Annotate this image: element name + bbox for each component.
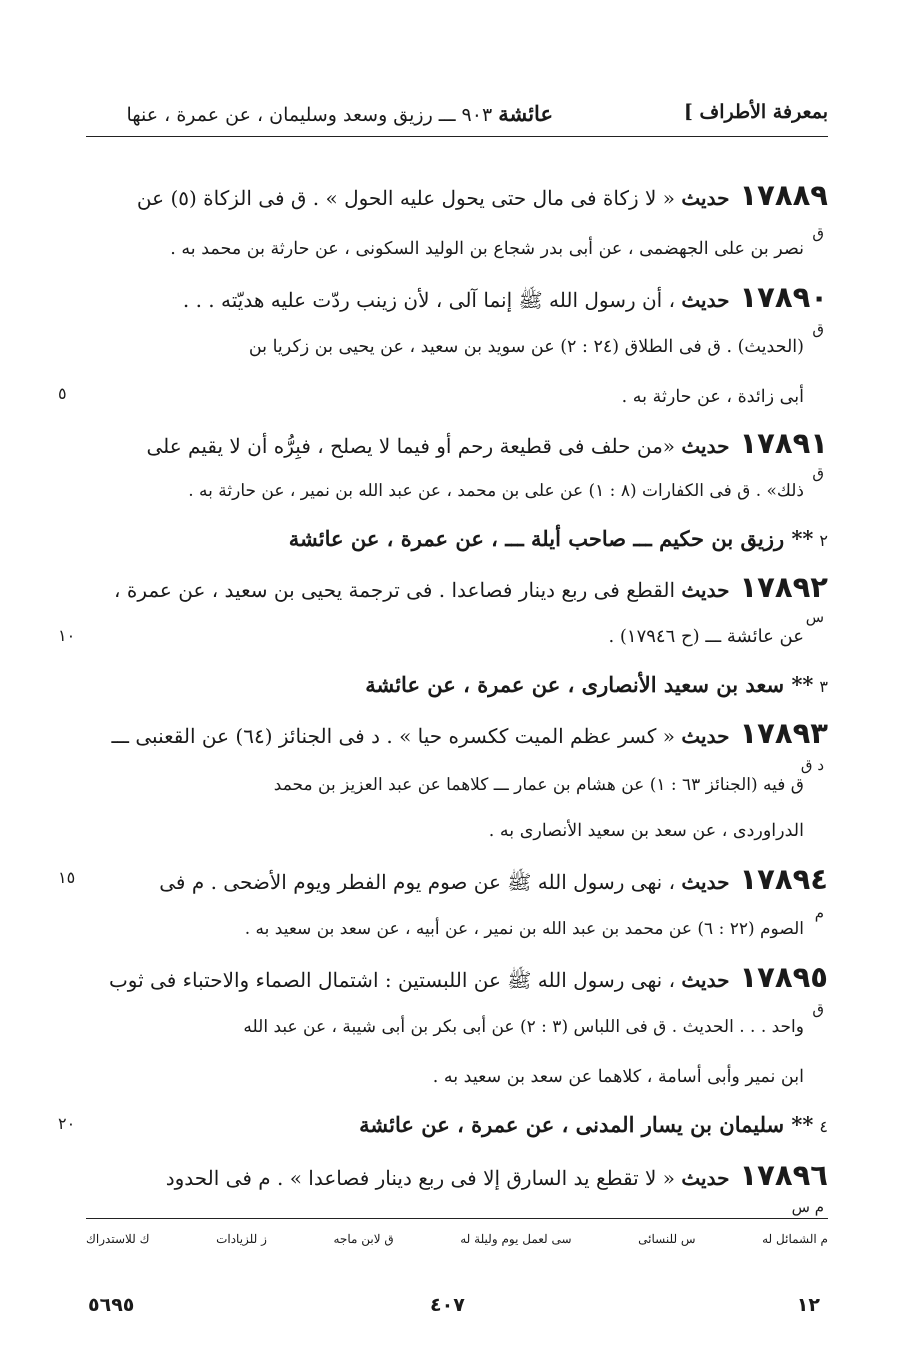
hadith-17890-line1 <box>183 282 828 315</box>
section-heading-2 <box>289 524 828 556</box>
siglum: س <box>805 608 824 626</box>
margin-line-number: ٥ <box>58 384 67 403</box>
running-head-title: بمعرفة الأطراف ] <box>683 101 828 123</box>
hadith-keyword: حديث <box>681 578 730 602</box>
hadith-number: ١٧٨٩١ <box>739 426 828 460</box>
hadith-17890-line2: (الحديث) . ق فى الطلاق (٢٤ : ٢) عن سويد بن سعيد ، عن يحيى بن زكريا بن <box>248 337 804 357</box>
hadith-17889-line1 <box>137 180 828 213</box>
hadith-text: « لا زكاة فى مال حتى يحول عليه الحول » . ق فى الزكاة (٥) عن <box>136 186 676 210</box>
section-heading-3 <box>365 670 828 702</box>
legend-item: ز للزيادات <box>216 1232 267 1246</box>
siglum: ق <box>812 320 824 338</box>
footer-volume-page: ٥٦٩٥ <box>88 1294 135 1316</box>
siglum: د ق <box>800 756 824 774</box>
hadith-text: ، نهى رسول الله ﷺ عن صوم يوم الفطر ويوم الأضحى . م فى <box>159 870 676 894</box>
running-head-section <box>126 101 553 126</box>
section-number: ٢ <box>819 531 828 550</box>
hadith-text: ، نهى رسول الله ﷺ عن اللبستين : اشتمال الصماء والاحتباء فى ثوب <box>108 968 676 992</box>
hadith-17894-line2: الصوم (٢٢ : ٦) عن محمد بن عبد الله بن نمير ، عن أبيه ، عن سعد بن سعيد به . <box>244 919 804 939</box>
hadith-number: ١٧٨٩٠ <box>739 280 828 314</box>
hadith-text: القطع فى ربع دينار فصاعدا . فى ترجمة يحيى بن سعيد ، عن عمرة ، <box>114 578 676 602</box>
hadith-number: ١٧٨٩٣ <box>739 716 828 750</box>
hadith-keyword: حديث <box>681 870 730 894</box>
hadith-17895-line3: ابن نمير وأبى أسامة ، كلاهما عن سعد بن سعيد به . <box>432 1067 804 1087</box>
hadith-text: «من حلف فى قطيعة رحم أو فيما لا يصلح ، فبِرُّه أن لا يقيم على <box>146 434 676 458</box>
siglum: ق <box>812 1000 824 1018</box>
legend-item: ق لابن ماجه <box>333 1232 394 1246</box>
hadith-17891-line1 <box>146 428 828 461</box>
footer-volume-number: ١٢ <box>796 1294 820 1316</box>
hadith-keyword: حديث <box>681 724 730 748</box>
hadith-17893-line3: الدراوردى ، عن سعد بن سعيد الأنصارى به . <box>488 821 804 841</box>
margin-line-number: ٢٠ <box>58 1114 76 1133</box>
running-head-name: عائشة <box>498 101 553 126</box>
section-title: ** رزيق بن حكيم ـــ صاحب أيلة ـــ ، عن عمرة ، عن عائشة <box>288 526 814 551</box>
section-title: ** سعد بن سعيد الأنصارى ، عن عمرة ، عن عائشة <box>365 672 814 697</box>
legend-item: ك للاستدراك <box>86 1232 150 1246</box>
hadith-17895-line2: واحد . . . الحديث . ق فى اللباس (٣ : ٢) عن أبى بكر بن أبى شيبة ، عن عبد الله <box>243 1017 804 1037</box>
footer-page-number: ٤٠٧ <box>430 1294 465 1316</box>
siglum: ق <box>812 224 824 242</box>
footer-rule <box>86 1218 828 1219</box>
siglum: م <box>814 904 824 922</box>
hadith-17895-line1 <box>109 962 828 995</box>
hadith-text: « لا تقطع يد السارق إلا فى ربع دينار فصاعدا » . م فى الحدود <box>165 1166 676 1190</box>
hadith-17894-line1 <box>159 864 828 897</box>
hadith-17890-line3: أبى زائدة ، عن حارثة به . <box>621 387 804 407</box>
section-number: ٣ <box>819 677 828 696</box>
hadith-number: ١٧٨٩٦ <box>739 1158 828 1192</box>
header-rule <box>86 136 828 137</box>
hadith-17893-line1 <box>111 718 828 751</box>
hadith-17893-line2: ق فيه (الجنائز ٦٣ : ١) عن هشام بن عمار ـــ كلاهما عن عبد العزيز بن محمد <box>273 775 804 795</box>
sigla-legend <box>86 1232 828 1256</box>
hadith-17892-line1 <box>114 572 828 605</box>
margin-line-number: ١٠ <box>58 626 76 645</box>
hadith-17896-line1 <box>166 1160 828 1193</box>
hadith-17892-line2: عن عائشة ـــ (ح ١٧٩٤٦) . <box>608 626 804 647</box>
hadith-keyword: حديث <box>681 1166 730 1190</box>
running-head <box>86 95 828 131</box>
hadith-17891-line2: ذلك» . ق فى الكفارات (٨ : ١) عن على بن محمد ، عن عبد الله بن نمير ، عن حارثة به . <box>188 481 804 501</box>
hadith-keyword: حديث <box>681 434 730 458</box>
hadith-keyword: حديث <box>681 288 730 312</box>
running-head-subtitle: ٩٠٣ ـــ رزيق وسعد وسليمان ، عن عمرة ، عنها <box>126 104 493 126</box>
hadith-keyword: حديث <box>681 968 730 992</box>
hadith-number: ١٧٨٩٥ <box>739 960 828 994</box>
legend-item: م الشمائل له <box>762 1232 828 1246</box>
hadith-number: ١٧٨٩٤ <box>739 862 828 896</box>
margin-line-number: ١٥ <box>58 868 76 887</box>
hadith-text: « كسر عظم الميت ككسره حيا » . د فى الجنائز (٦٤) عن القعنبى ـــ <box>111 724 676 748</box>
hadith-number: ١٧٨٩٢ <box>739 570 828 604</box>
section-title: ** سليمان بن يسار المدنى ، عن عمرة ، عن عائشة <box>359 1112 814 1137</box>
hadith-keyword: حديث <box>681 186 730 210</box>
siglum: ق <box>812 464 824 482</box>
section-heading-4 <box>359 1110 828 1142</box>
siglum: م س <box>791 1198 824 1216</box>
hadith-17889-line2: نصر بن على الجهضمى ، عن أبى بدر شجاع بن الوليد السكونى ، عن حارثة بن محمد به . <box>170 239 804 259</box>
section-number: ٤ <box>819 1117 828 1136</box>
legend-item: سى لعمل يوم وليلة له <box>460 1232 572 1246</box>
hadith-text: ، أن رسول الله ﷺ إنما آلى ، لأن زينب ردّت عليه هديّته . . . <box>182 288 676 312</box>
hadith-number: ١٧٨٨٩ <box>739 178 828 212</box>
legend-item: س للنسائى <box>638 1232 696 1246</box>
